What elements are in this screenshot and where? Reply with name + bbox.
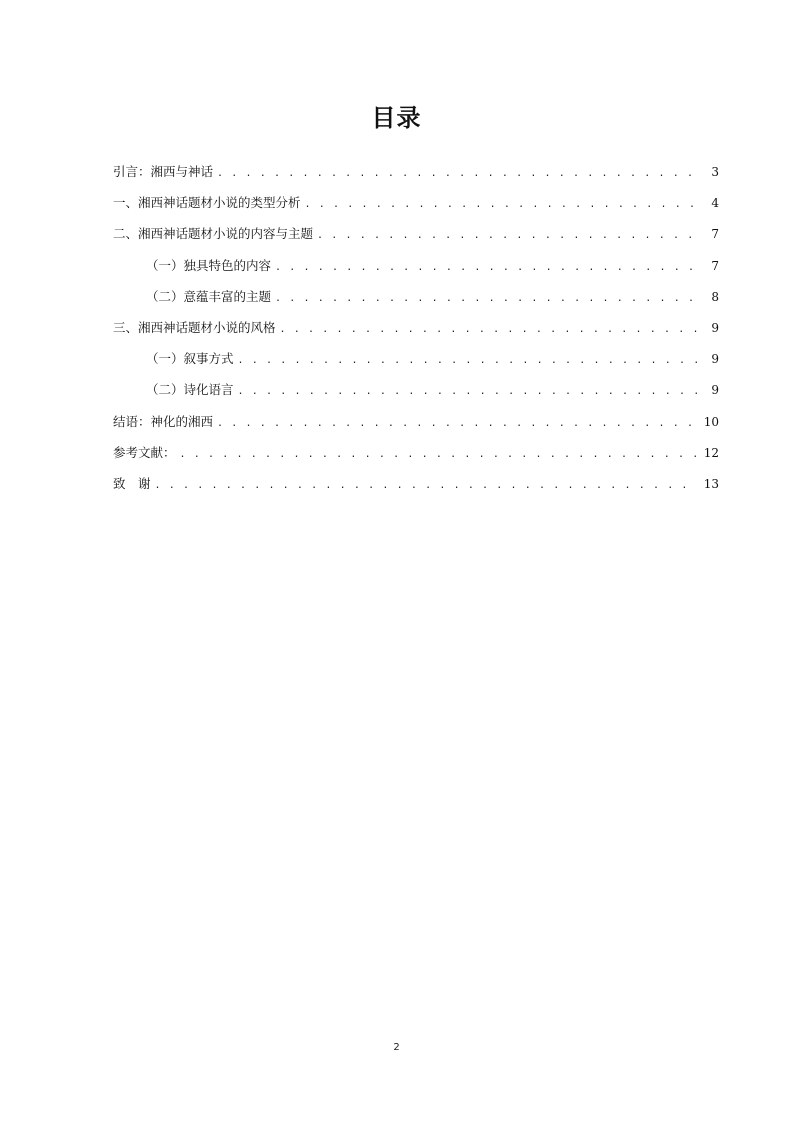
- toc-dot-leader: [155, 476, 698, 496]
- toc-entry-section-1[interactable]: [113, 193, 719, 224]
- toc-entry-section-2[interactable]: [113, 224, 719, 255]
- toc-entry-label: （一）叙事方式: [146, 351, 234, 367]
- toc-entry-label: （二）诗化语言: [146, 382, 234, 398]
- page-number: 2: [393, 1042, 400, 1053]
- toc-entry-section-3[interactable]: [113, 318, 719, 349]
- toc-dot-leader: [305, 195, 699, 215]
- toc-entry-label: （二）意蕴丰富的主题: [146, 288, 272, 304]
- toc-dot-leader: [317, 226, 699, 246]
- toc-dot-leader: [275, 289, 699, 309]
- toc-entry-page: 13: [703, 476, 719, 491]
- toc-dot-leader: [217, 414, 698, 434]
- toc-entry-page: 12: [703, 445, 719, 460]
- toc-entry-page: 10: [703, 414, 719, 429]
- toc-entry-page: 7: [711, 227, 719, 242]
- toc-entry-page: 8: [711, 289, 719, 304]
- toc-entry-intro[interactable]: [113, 162, 719, 193]
- toc-entry-section-3-1[interactable]: [113, 349, 719, 380]
- toc-entry-page: 7: [711, 258, 719, 273]
- toc-dot-leader: [275, 258, 699, 278]
- toc-entry-section-2-2[interactable]: [113, 287, 719, 318]
- toc-entry-page: 4: [711, 196, 719, 211]
- toc-entry-page: 9: [711, 383, 719, 398]
- toc-entry-page: 9: [711, 352, 719, 367]
- toc-entry-section-3-2[interactable]: [113, 380, 719, 411]
- toc-entry-label: 结语：神化的湘西: [113, 413, 214, 429]
- toc-dot-leader: [217, 164, 699, 184]
- toc-entry-acknowledgements[interactable]: [113, 474, 719, 505]
- toc-entry-label: （一）独具特色的内容: [146, 257, 272, 273]
- toc-entry-label: 参考文献：: [113, 444, 176, 460]
- toc-dot-leader: [180, 445, 698, 465]
- toc-dot-leader: [238, 382, 699, 402]
- toc-entry-conclusion[interactable]: [113, 412, 719, 443]
- toc-entry-label: 二、湘西神话题材小说的内容与主题: [113, 226, 314, 242]
- toc-entry-section-2-1[interactable]: [113, 256, 719, 287]
- toc-entry-page: 9: [711, 320, 719, 335]
- toc-entry-references[interactable]: [113, 443, 719, 474]
- toc-dot-leader: [280, 320, 699, 340]
- toc-entry-label: 引言：湘西与神话: [113, 164, 214, 179]
- toc-entry-label: 一、湘西神话题材小说的类型分析: [113, 195, 301, 211]
- toc-dot-leader: [238, 351, 699, 371]
- table-of-contents: [113, 162, 719, 505]
- toc-entry-page: 3: [711, 165, 719, 179]
- page-title: 目录: [371, 104, 422, 132]
- toc-entry-label: 三、湘西神话题材小说的风格: [113, 319, 276, 335]
- toc-entry-label: 致 谢: [113, 475, 151, 491]
